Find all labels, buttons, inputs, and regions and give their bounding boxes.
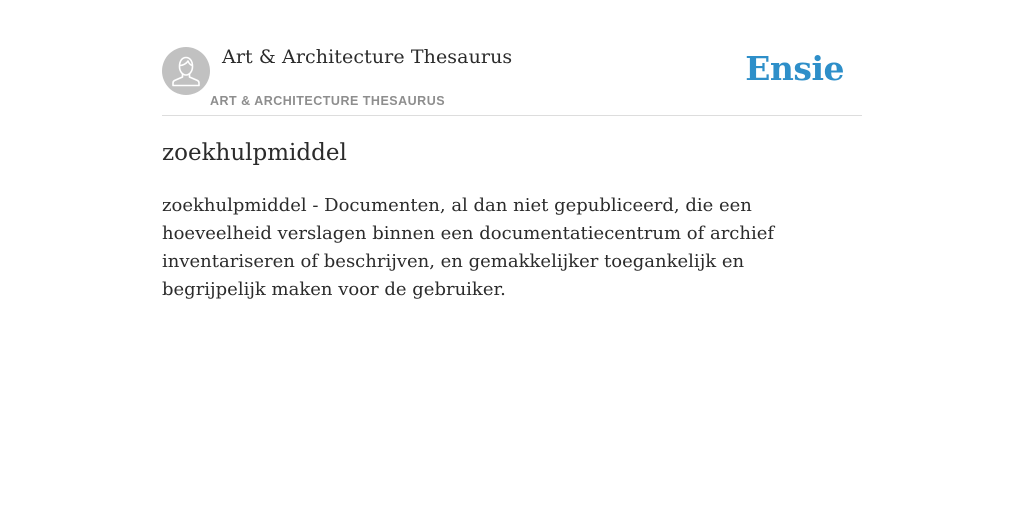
source-tag[interactable]: ART & ARCHITECTURE THESAURUS xyxy=(210,94,446,108)
entry-term: zoekhulpmiddel xyxy=(162,140,347,166)
avatar[interactable] xyxy=(162,47,210,95)
header xyxy=(162,40,862,116)
user-placeholder-icon xyxy=(162,47,210,95)
entry-definition: zoekhulpmiddel - Documenten, al dan niet gepubliceerd, die een hoeveelheid verslagen binnen een documentatiecentrum of archief inventariseren of beschrijven, en gemakkelijker toegankelijk en begrijpelijk maken voor de gebruiker. xyxy=(162,195,775,300)
brand-logo[interactable]: Ensie xyxy=(745,49,844,88)
source-name[interactable]: Art & Architecture Thesaurus xyxy=(222,46,513,68)
